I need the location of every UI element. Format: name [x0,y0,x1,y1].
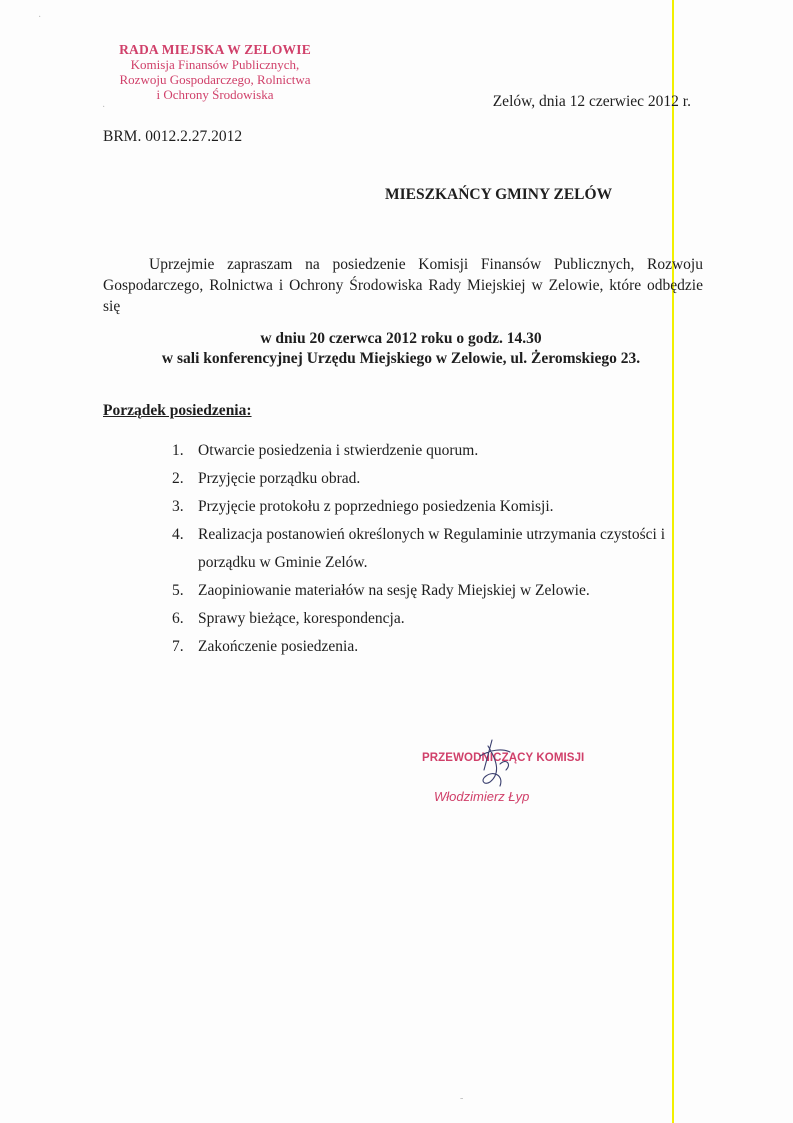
agenda-item-text: Zaopiniowanie materiałów na sesję Rady Miejskiej w Zelowie. [198,582,590,599]
scan-speck: · [38,12,42,23]
place-and-date: Zelów, dnia 12 czerwiec 2012 r. [492,93,691,110]
signatory-name: Włodzimierz Łyp [434,789,530,804]
agenda-item-number: 6. [172,610,184,627]
agenda-item-number: 5. [172,582,184,599]
agenda-item-number: 3. [172,498,184,515]
meeting-details [103,329,699,369]
stamp-line: i Ochrony Środowiska [156,87,274,102]
meeting-location: w sali konferencyjnej Urzędu Miejskiego w Zelowie, ul. Żeromskiego 23. [161,350,641,367]
invitation-paragraph: Uprzejmie zapraszam na posiedzenie Komisji Finansów Publicznych, Rozwoju Gospodarczego, Rolnictwa i Ochrony Środowiska Rady Miejskiej w Zelowie, które odbędzie się [103,256,703,315]
agenda-item-number: 2. [172,470,184,487]
agenda-item [172,577,692,605]
agenda-item-number: 4. [172,526,184,543]
agenda-item [172,493,692,521]
agenda-item [172,437,692,465]
agenda-list [172,437,692,661]
stamp-line: Rozwoju Gospodarczego, Rolnictwa [119,72,311,87]
agenda-item-text: Przyjęcie protokołu z poprzedniego posiedzenia Komisji. [198,498,554,515]
meeting-date-time: w dniu 20 czerwca 2012 roku o godz. 14.30 [260,330,542,347]
agenda-item [172,633,692,661]
stamp-title: RADA MIEJSKA W ZELOWIE [119,42,311,57]
agenda-item-text: Sprawy bieżące, korespondencja. [198,610,405,627]
scan-speck: - [460,1093,464,1104]
signature-role: PRZEWODNICZĄCY KOMISJI [422,752,585,764]
scan-speck: · [102,102,106,113]
reference-number: BRM. 0012.2.27.2012 [103,128,243,145]
agenda-item-text: Zakończenie posiedzenia. [198,638,359,655]
council-stamp [100,42,330,102]
agenda-item [172,605,692,633]
agenda-item-number: 7. [172,638,184,655]
agenda-item [172,465,692,493]
handwritten-signature [470,736,520,790]
agenda-heading: Porządek posiedzenia: [103,402,252,419]
agenda-item-text: Otwarcie posiedzenia i stwierdzenie quorum. [198,442,479,459]
addressee-heading: MIESZKAŃCY GMINY ZELÓW [385,186,613,203]
agenda-item-text: Realizacja postanowień określonych w Regulaminie utrzymania czystości i porządku w Gminie Zelów. [198,526,666,571]
agenda-item-number: 1. [172,442,184,459]
agenda-item-text: Przyjęcie porządku obrad. [198,470,361,487]
stamp-line: Komisja Finansów Publicznych, [130,57,300,72]
chairman-signature-block [422,740,585,810]
agenda-item [172,521,692,577]
